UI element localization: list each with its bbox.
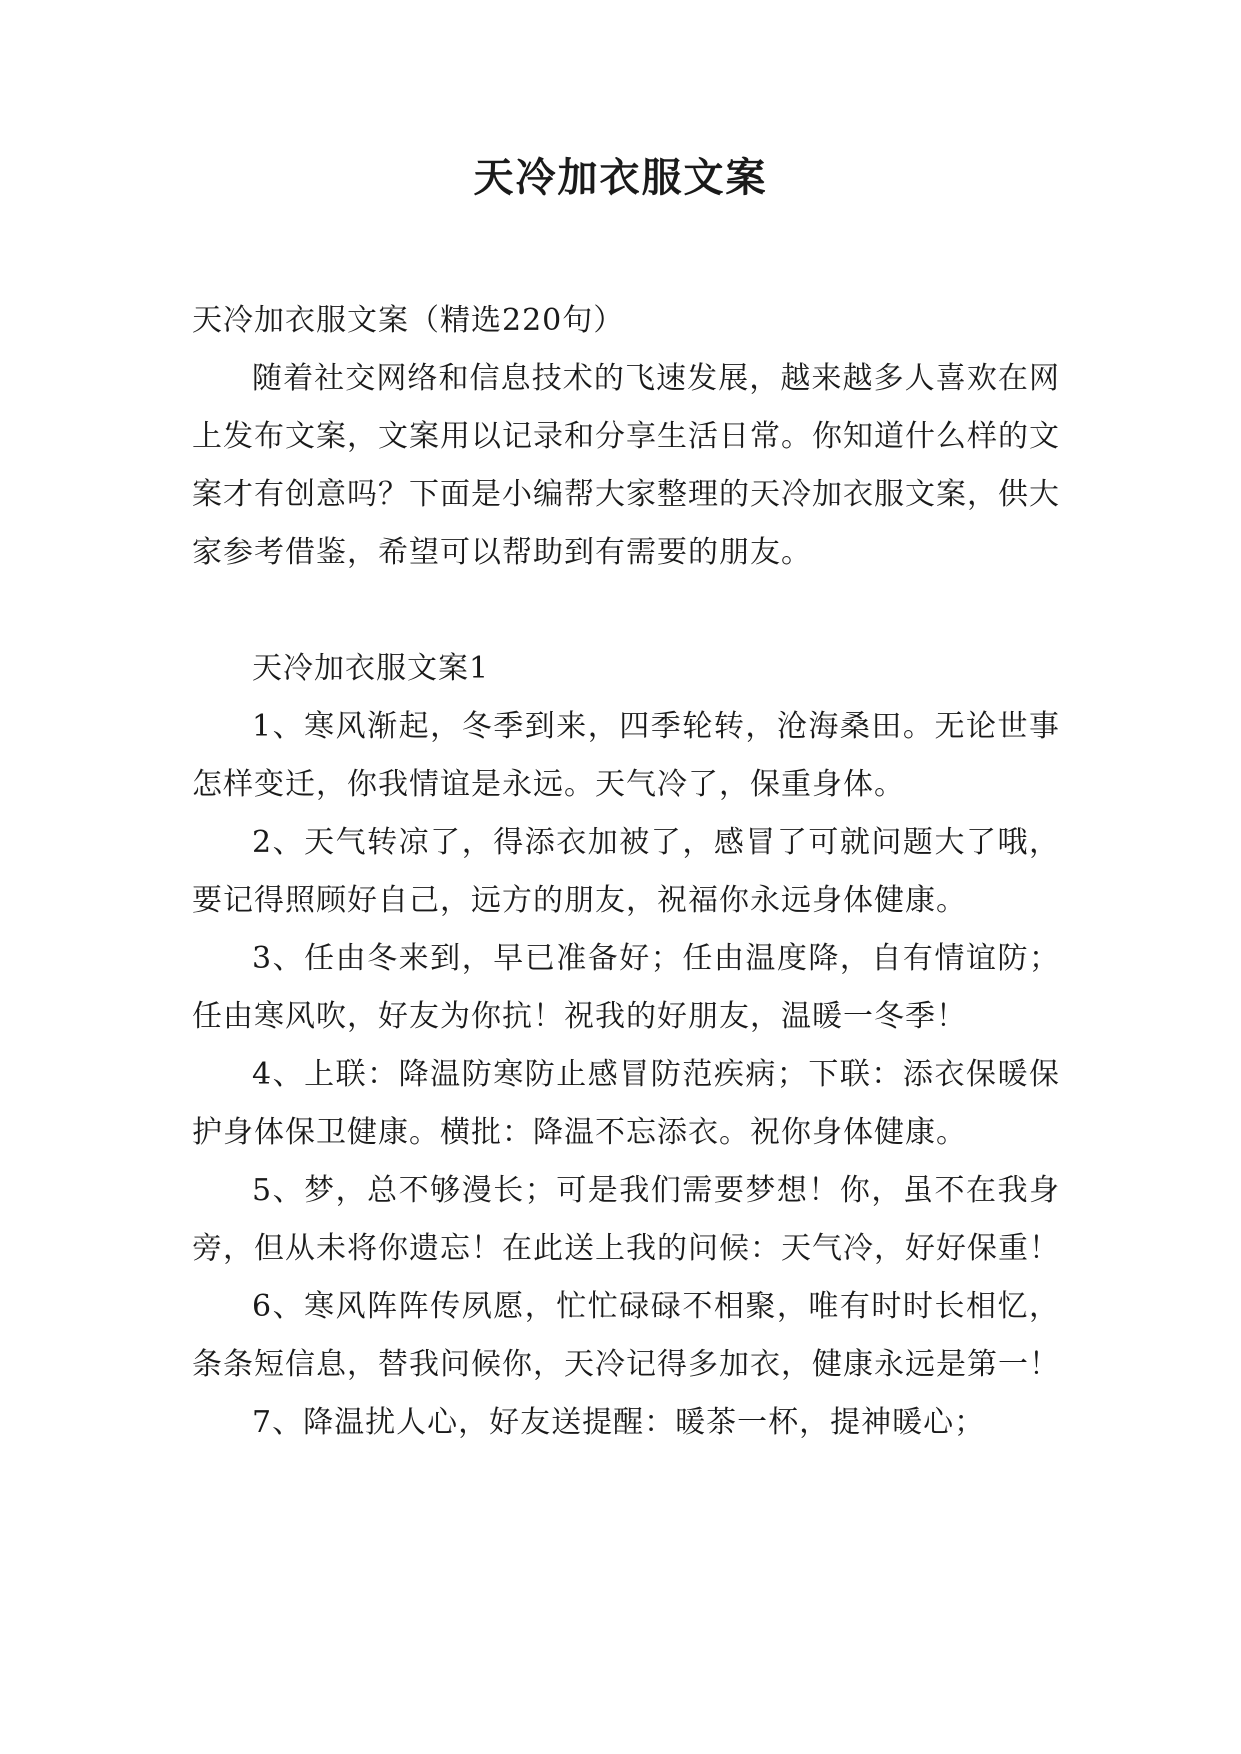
paragraph-spacer — [192, 582, 1060, 640]
section-heading: 天冷加衣服文案1 — [252, 651, 490, 686]
document-title: 天冷加衣服文案 — [473, 154, 768, 201]
list-item: 4、上联：降温防寒防止感冒防范疾病；下联：添衣保暖保护身体保卫健康。横批：降温不忘添衣。祝你身体健康。 — [192, 1057, 1060, 1150]
document-body — [192, 292, 1060, 1452]
list-item: 7、降温扰人心，好友送提醒：暖茶一杯，提神暖心； — [252, 1405, 986, 1440]
list-item: 1、寒风渐起，冬季到来，四季轮转，沧海桑田。无论世事怎样变迁，你我情谊是永远。天气冷了，保重身体。 — [192, 709, 1060, 802]
intro-paragraph: 随着社交网络和信息技术的飞速发展，越来越多人喜欢在网上发布文案，文案用以记录和分享生活日常。你知道什么样的文案才有创意吗？下面是小编帮大家整理的天冷加衣服文案，供大家参考借鉴，希望可以帮助到有需要的朋友。 — [192, 361, 1060, 570]
list-item: 6、寒风阵阵传夙愿，忙忙碌碌不相聚，唯有时时长相忆，条条短信息，替我问候你，天冷记得多加衣，健康永远是第一！ — [192, 1289, 1060, 1382]
list-item: 2、天气转凉了，得添衣加被了，感冒了可就问题大了哦，要记得照顾好自己，远方的朋友，祝福你永远身体健康。 — [192, 825, 1060, 918]
list-item: 5、梦，总不够漫长；可是我们需要梦想！你，虽不在我身旁，但从未将你遗忘！在此送上我的问候：天气冷，好好保重！ — [192, 1173, 1060, 1266]
list-item: 3、任由冬来到，早已准备好；任由温度降，自有情谊防；任由寒风吹，好友为你抗！祝我的好朋友，温暖一冬季！ — [192, 941, 1060, 1034]
document-subtitle: 天冷加衣服文案（精选220句） — [192, 303, 625, 338]
